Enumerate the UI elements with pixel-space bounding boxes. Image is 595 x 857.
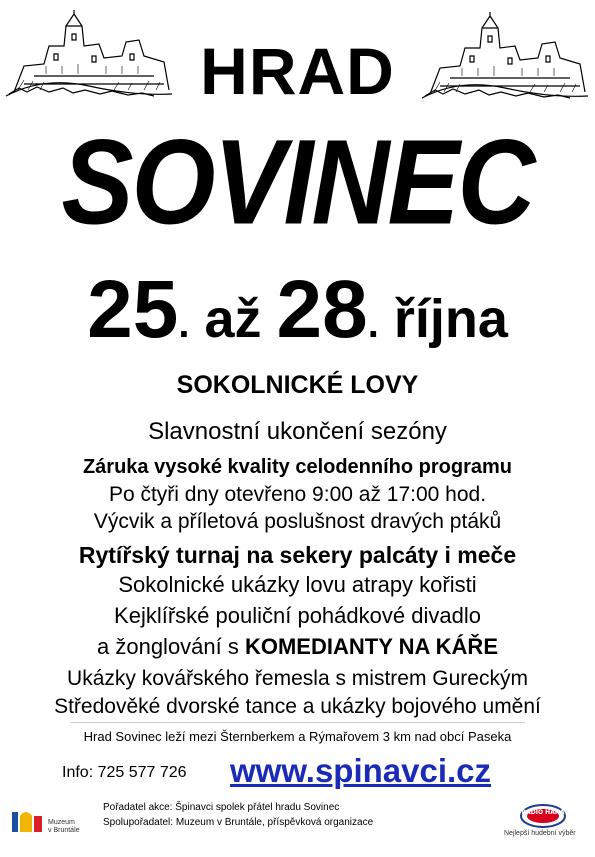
program-line-10: Středověké dvorské tance a ukázky bojového umění <box>54 695 541 718</box>
program-line-9: Ukázky kovářského řemesla s mistrem Gureckým <box>67 667 528 690</box>
date-dot-2: . <box>367 302 379 346</box>
program-line-2: Záruka vysoké kvality celodenního programu <box>82 456 513 478</box>
website-link[interactable]: www.spinavci.cz <box>230 752 492 789</box>
program-line-8-highlight: KOMEDIANTY NA KÁŘE <box>244 634 498 659</box>
program-line-4: Výcvik a příletová poslušnost dravých ptáků <box>93 510 502 533</box>
radio-slogan: Nejlepší hudební výběr <box>504 830 576 837</box>
date-conjunction: až <box>189 289 277 349</box>
date-start-day: 25 <box>87 264 179 355</box>
museum-name-line-2: v Bruntále <box>48 827 80 834</box>
radio-logo-text: RADIO HANÁ <box>521 809 565 816</box>
program-line-8-prefix: a žonglování s <box>97 634 245 659</box>
event-subtitle: SOKOLNICKÉ LOVY <box>176 371 419 399</box>
museum-name-line-1: Muzeum <box>48 819 75 826</box>
program-line-7: Kejklířské pouliční pohádkové divadlo <box>114 603 481 628</box>
date-end-day: 28 <box>276 264 368 355</box>
location-note: Hrad Sovinec leží mezi Šternberkem a Rýmařovem 3 km nad obcí Paseka <box>83 729 512 744</box>
coorganizer-text: Spolupořadatel: Muzeum v Bruntále, příspěvková organizace <box>103 817 374 828</box>
divider <box>70 722 525 723</box>
program-line-5: Rytířský turnaj na sekery palcáty i meče <box>78 542 517 568</box>
program-line-3: Po čtyři dny otevřeno 9:00 až 17:00 hod. <box>108 483 487 506</box>
organizer-text: Pořadatel akce: Špinavci spolek přátel hradu Sovinec <box>103 802 340 813</box>
event-dates <box>0 264 595 375</box>
program-line-1: Slavnostní ukončení sezóny <box>148 418 447 445</box>
date-month: října <box>378 289 508 349</box>
program-line-6: Sokolnické ukázky lovu atrapy kořisti <box>118 572 477 597</box>
program-line-8 <box>0 634 595 660</box>
heading-sovinec-wrap <box>0 113 595 250</box>
museum-logo-icon <box>10 806 80 846</box>
heading-hrad: HRAD <box>200 34 395 108</box>
date-dot-1: . <box>178 302 190 346</box>
heading-sovinec: SOVINEC <box>61 113 534 250</box>
info-phone: Info: 725 577 726 <box>62 764 187 781</box>
